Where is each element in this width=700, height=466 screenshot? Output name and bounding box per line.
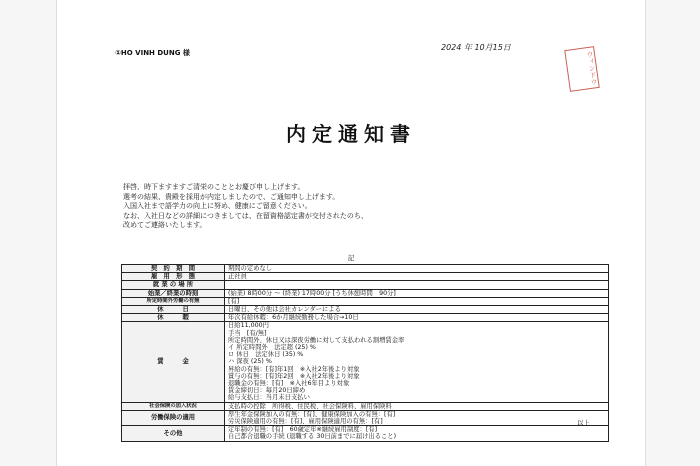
labor-insurance-label: 労働保険の適用 — [122, 410, 225, 425]
wage-label: 賃 金 — [122, 322, 225, 402]
employment-type-value: 正社員 — [225, 273, 609, 281]
leave-label: 休 暇 — [122, 314, 225, 322]
table-row — [122, 289, 609, 297]
table-row — [122, 426, 609, 441]
body-line: 選考の結果、貴殿を採用が内定しましたので、ご通知申し上げます。 — [123, 192, 340, 201]
labor-line: 厚生年金保険加入の有無：[有]、健康保険加入の有無：[有] — [228, 410, 396, 418]
social-insurance-value: 支払時の控除 所得税、住民税、社会保険料、雇用保険料 — [225, 402, 609, 410]
wage-line: ロ 休日 法定休日 (35) % — [228, 351, 304, 359]
social-insurance-label: 社会保険の加入状況 — [122, 402, 225, 410]
workplace-value — [225, 281, 609, 289]
wage-line: イ 所定時間外 法定超 (25) % — [228, 344, 316, 352]
table-row — [122, 281, 609, 289]
table-row — [122, 322, 609, 402]
holiday-label: 休 日 — [122, 306, 225, 314]
table-row — [122, 410, 609, 425]
wage-line: 日給11,000円 — [228, 322, 269, 330]
other-details — [225, 426, 609, 441]
labor-insurance-details — [225, 410, 609, 425]
body-line: 拝啓、時下ますますご清栄のこととお慶び申し上げます。 — [123, 183, 305, 191]
wage-line: 手当 [有/無] — [228, 329, 267, 337]
wage-line: 賃金締切日：毎月20日締め — [228, 387, 306, 395]
contract-period-label: 契 約 期 間 — [122, 265, 225, 273]
leave-value: 年次有給休暇：6か月継続勤務した場合→10日 — [225, 314, 609, 322]
work-hours-value: (始業) 8時00分 ～ (終業) 17時00分 [うち休憩時間 90分] — [225, 289, 609, 297]
greeting-body — [123, 183, 593, 231]
document-title: 内定通知書 — [286, 122, 416, 146]
other-line: 定年制の有無：[有] 60歳定年※継続雇用制度：[有] — [228, 426, 378, 434]
stamp-text: ウィンドウ — [585, 49, 599, 86]
overtime-value: [有] — [225, 297, 609, 305]
wage-details — [225, 322, 609, 402]
table-row — [122, 314, 609, 322]
body-line: 改めてご連絡いたします。 — [123, 221, 207, 229]
overtime-label: 所定時間外労働の有無 — [122, 297, 225, 305]
body-line: 入国入社まで語学力の向上に努め、健康にご留意ください。 — [123, 202, 312, 210]
issue-date: 2024 年 10月15日 — [441, 43, 511, 52]
table-row — [122, 273, 609, 281]
company-seal-stamp — [564, 46, 600, 92]
table-row — [122, 265, 609, 273]
table-row — [122, 306, 609, 314]
wage-line: 退職金の有無：[有] ※入社6年目より対象 — [228, 380, 350, 388]
body-line: なお、入社日などの詳細につきましては、在留資格認定書が交付されたのち、 — [123, 211, 368, 220]
closing-mark: 以上 — [577, 419, 590, 427]
holiday-value: 日曜日、その他は会社カレンダーによる — [225, 306, 609, 314]
employment-terms-table — [121, 264, 609, 442]
wage-line: 昇給の有無：[有]年1回 ※入社2年後より対象 — [228, 365, 360, 373]
work-hours-label: 始業／終業の時刻 — [122, 289, 225, 297]
wage-line: 給与支払日：当月末日支払い — [228, 394, 310, 402]
table-row — [122, 297, 609, 305]
contract-period-value: 期間の定めなし — [225, 265, 609, 273]
wage-line: ハ 深夜 (25) % — [228, 358, 272, 366]
other-line: 自己都合退職の手続 (退職する 30日前までに届け出ること) — [228, 433, 397, 441]
wage-line: 所定時間外、休日又は深夜労働に対して支払われる割増賃金率 — [228, 336, 405, 344]
other-label: その他 — [122, 426, 225, 441]
recipient-name: ①HO VINH DUNG 様 — [115, 49, 190, 57]
labor-line: 労災保険適用の有無：[有]、雇用保険適用の有無：[有] — [228, 418, 383, 426]
wage-line: 賞与の有無：[有]年2回 ※入社2年後より対象 — [228, 372, 360, 380]
workplace-label: 就 業 の 場 所 — [122, 281, 225, 289]
employment-type-label: 雇 用 形 態 — [122, 273, 225, 281]
table-row — [122, 402, 609, 410]
ki-marker: 記 — [347, 254, 355, 262]
document-page — [56, 0, 646, 466]
